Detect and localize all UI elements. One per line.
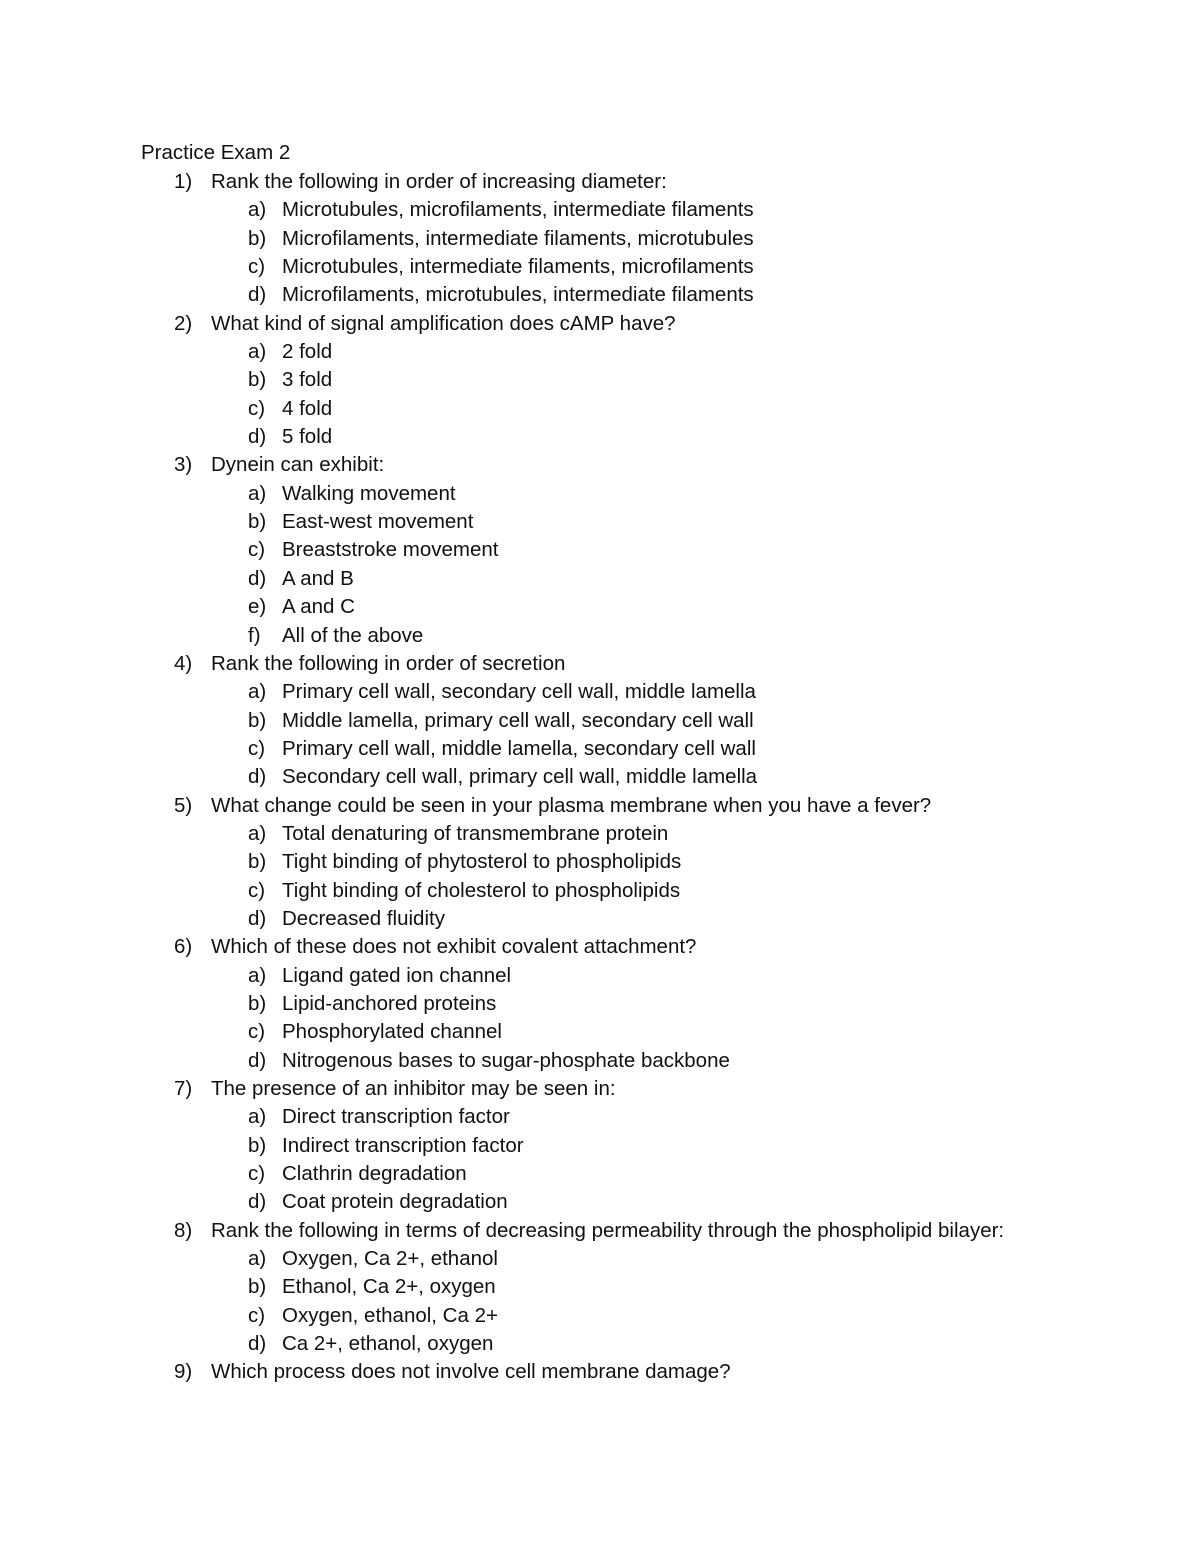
question-number: 7) (174, 1077, 193, 1100)
option-letter: d) (248, 906, 267, 930)
question-list (0, 168, 1200, 1387)
option-text: Secondary cell wall, primary cell wall, middle lamella (282, 765, 758, 789)
option-text: 4 fold (282, 396, 333, 420)
question-number: 9) (174, 1360, 193, 1384)
question-6 (0, 933, 1200, 961)
question-4 (0, 650, 1200, 678)
answer-option (0, 480, 1200, 508)
answer-option (0, 338, 1200, 366)
option-text: Middle lamella, primary cell wall, secondary cell wall (282, 708, 754, 732)
answer-option (0, 763, 1200, 791)
answer-option (0, 1132, 1200, 1160)
option-text: Phosphorylated channel (282, 1020, 502, 1044)
option-letter: a) (248, 198, 267, 222)
option-letter: d) (248, 283, 267, 307)
option-letter: b) (248, 510, 267, 534)
question-5 (0, 792, 1200, 820)
option-letter: a) (248, 340, 267, 364)
option-letter: c) (248, 736, 266, 760)
answer-option (0, 990, 1200, 1018)
option-text: Ca 2+, ethanol, oxygen (282, 1332, 494, 1356)
option-text: Microfilaments, microtubules, intermediate filaments (282, 283, 754, 307)
answer-option (0, 536, 1200, 564)
option-letter: a) (248, 1105, 267, 1129)
option-letter: b) (248, 1133, 267, 1157)
answer-option (0, 1302, 1200, 1330)
question-text: Which process does not involve cell membrane damage? (211, 1360, 731, 1384)
answer-option (0, 1245, 1200, 1273)
option-text: A and B (282, 566, 354, 590)
answer-option (0, 1330, 1200, 1358)
question-number: 3) (174, 453, 193, 477)
question-7 (0, 1075, 1200, 1103)
question-2 (0, 310, 1200, 338)
answer-option (0, 877, 1200, 905)
option-text: Tight binding of phytosterol to phospholipids (282, 850, 682, 874)
option-letter: b) (248, 850, 267, 874)
answer-option (0, 735, 1200, 763)
option-letter: c) (248, 1162, 266, 1186)
option-letter: e) (248, 595, 267, 619)
option-text: 5 fold (282, 425, 333, 449)
option-letter: a) (248, 481, 267, 505)
option-letter: c) (248, 1303, 266, 1327)
answer-option (0, 281, 1200, 309)
option-text: 3 fold (282, 368, 333, 392)
option-text: Decreased fluidity (282, 906, 445, 930)
question-text: The presence of an inhibitor may be seen in: (211, 1077, 616, 1100)
question-number: 8) (174, 1218, 193, 1242)
answer-option (0, 1103, 1200, 1131)
option-letter: b) (248, 1275, 267, 1299)
option-text: Microfilaments, intermediate filaments, microtubules (282, 226, 754, 250)
option-text: Microtubules, microfilaments, intermediate filaments (282, 198, 754, 222)
question-number: 1) (174, 170, 193, 193)
answer-option (0, 225, 1200, 253)
question-text: Dynein can exhibit: (211, 453, 385, 477)
option-text: Primary cell wall, secondary cell wall, middle lamella (282, 680, 756, 704)
question-number: 5) (174, 793, 193, 817)
answer-option (0, 707, 1200, 735)
answer-option (0, 1160, 1200, 1188)
option-text: Coat protein degradation (282, 1190, 508, 1214)
option-letter: c) (248, 878, 266, 902)
answer-option (0, 565, 1200, 593)
option-text: Clathrin degradation (282, 1162, 467, 1186)
option-letter: d) (248, 425, 267, 449)
option-letter: b) (248, 991, 267, 1015)
answer-option (0, 366, 1200, 394)
option-letter: a) (248, 821, 267, 845)
question-text: What kind of signal amplification does cAMP have? (211, 311, 676, 335)
option-text: Total denaturing of transmembrane protein (282, 821, 669, 845)
option-letter: a) (248, 963, 267, 987)
answer-option (0, 905, 1200, 933)
option-text: Lipid-anchored proteins (282, 991, 497, 1015)
option-letter: d) (248, 1048, 267, 1072)
question-text: Rank the following in order of secretion (211, 651, 566, 675)
question-number: 6) (174, 935, 193, 959)
document-title: Practice Exam 2 (141, 141, 291, 164)
answer-option (0, 1018, 1200, 1046)
answer-option (0, 820, 1200, 848)
answer-option (0, 423, 1200, 451)
answer-option (0, 508, 1200, 536)
option-letter: b) (248, 226, 267, 250)
option-letter: a) (248, 1247, 267, 1271)
option-text: East-west movement (282, 510, 474, 534)
option-text: Nitrogenous bases to sugar-phosphate backbone (282, 1048, 730, 1072)
question-text: What change could be seen in your plasma membrane when you have a fever? (211, 793, 932, 817)
answer-option (0, 1047, 1200, 1075)
question-8 (0, 1217, 1200, 1245)
answer-option (0, 962, 1200, 990)
question-1 (0, 168, 1200, 196)
question-text: Rank the following in terms of decreasing permeability through the phospholipid bilayer: (211, 1218, 1005, 1242)
answer-option (0, 395, 1200, 423)
option-text: Oxygen, Ca 2+, ethanol (282, 1247, 498, 1271)
option-text: Microtubules, intermediate filaments, microfilaments (282, 255, 754, 279)
option-letter: b) (248, 708, 267, 732)
question-number: 2) (174, 311, 193, 335)
answer-option (0, 678, 1200, 706)
answer-option (0, 593, 1200, 621)
option-letter: f) (248, 623, 261, 647)
option-letter: b) (248, 368, 267, 392)
option-text: Ethanol, Ca 2+, oxygen (282, 1275, 496, 1299)
question-number: 4) (174, 651, 193, 675)
option-text: Indirect transcription factor (282, 1133, 524, 1157)
option-text: Direct transcription factor (282, 1105, 510, 1129)
option-letter: c) (248, 1020, 266, 1044)
answer-option (0, 253, 1200, 281)
option-text: Tight binding of cholesterol to phospholipids (282, 878, 681, 902)
option-letter: c) (248, 396, 266, 420)
option-text: 2 fold (282, 340, 333, 364)
answer-option (0, 1273, 1200, 1301)
option-letter: d) (248, 1332, 267, 1356)
option-text: All of the above (282, 623, 424, 647)
option-letter: d) (248, 566, 267, 590)
question-text: Rank the following in order of increasing diameter: (211, 170, 667, 193)
option-letter: d) (248, 1190, 267, 1214)
option-letter: a) (248, 680, 267, 704)
question-9 (0, 1358, 1200, 1386)
option-letter: c) (248, 255, 266, 279)
question-3 (0, 451, 1200, 479)
option-text: A and C (282, 595, 355, 619)
question-text: Which of these does not exhibit covalent attachment? (211, 935, 697, 959)
option-letter: d) (248, 765, 267, 789)
answer-option (0, 196, 1200, 224)
option-text: Primary cell wall, middle lamella, secondary cell wall (282, 736, 756, 760)
answer-option (0, 1188, 1200, 1216)
answer-option (0, 622, 1200, 650)
option-text: Oxygen, ethanol, Ca 2+ (282, 1303, 498, 1327)
answer-option (0, 848, 1200, 876)
option-text: Walking movement (282, 481, 456, 505)
option-text: Ligand gated ion channel (282, 963, 512, 987)
option-text: Breaststroke movement (282, 538, 499, 562)
option-letter: c) (248, 538, 266, 562)
